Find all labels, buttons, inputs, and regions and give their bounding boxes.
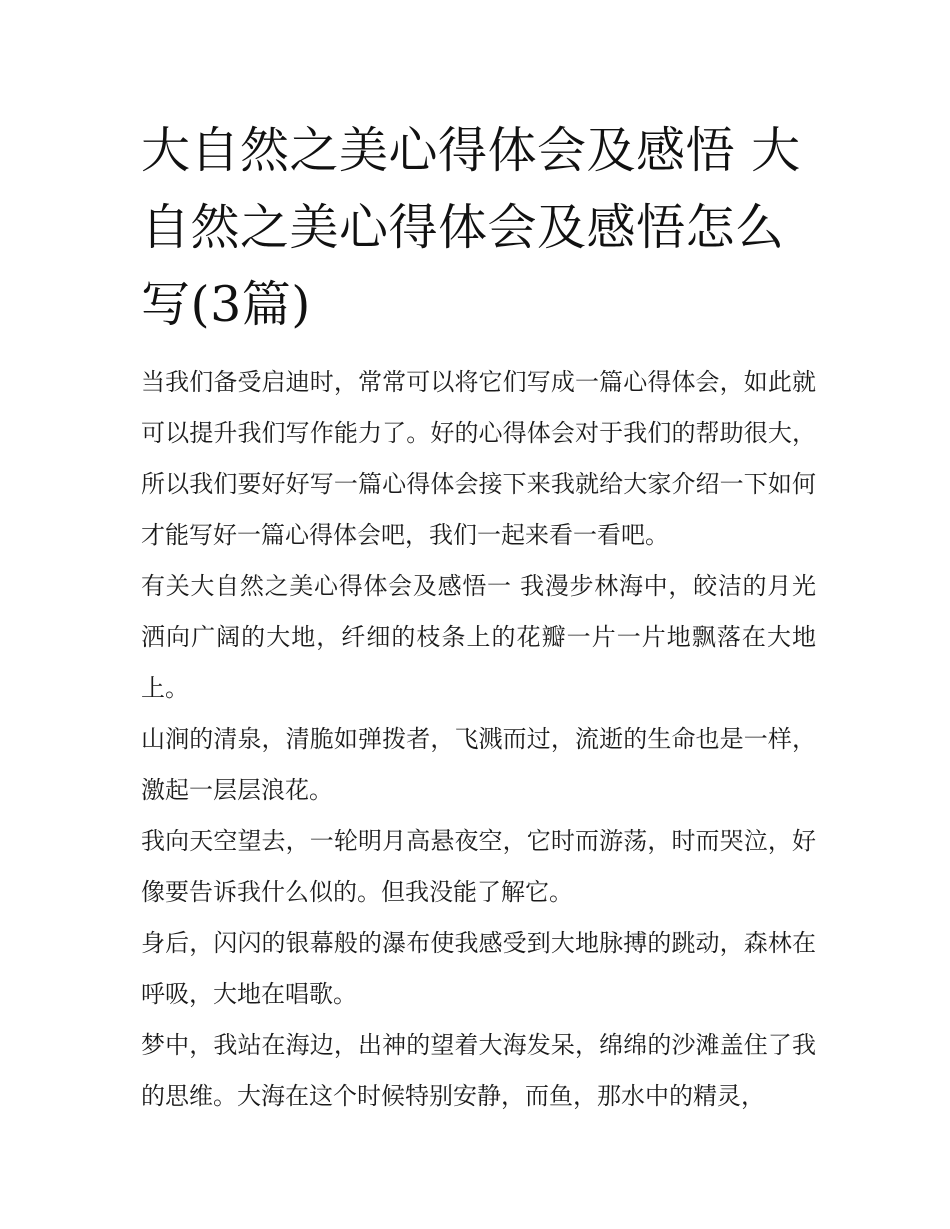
- paragraph-waterfall: 身后，闪闪的银幕般的瀑布使我感受到大地脉搏的跳动，森林在呼吸，大地在唱歌。: [141, 929, 816, 1008]
- paragraph-moon: 我向天空望去，一轮明月高悬夜空，它时而游荡，时而哭泣，好像要告诉我什么似的。但我没能了解它。: [141, 827, 816, 906]
- paragraph-seaside-dream: 梦中，我站在海边，出神的望着大海发呆，绵绵的沙滩盖住了我的思维。大海在这个时候特别安静，而鱼，那水中的精灵，: [141, 1031, 816, 1110]
- document-body: [141, 112, 816, 1122]
- paragraph-forest-walk: 有关大自然之美心得体会及感悟一 我漫步林海中，皎洁的月光洒向广阔的大地，纤细的枝条上的花瓣一片一片地飘落在大地上。: [141, 572, 816, 702]
- paragraph-intro: 当我们备受启迪时，常常可以将它们写成一篇心得体会，如此就可以提升我们写作能力了。好的心得体会对于我们的帮助很大，所以我们要好好写一篇心得体会接下来我就给大家介绍一下如何才能写好一篇心得体会吧，我们一起来看一看吧。: [141, 368, 816, 549]
- document-title: 大自然之美心得体会及感悟 大自然之美心得体会及感悟怎么写(3篇): [141, 122, 801, 333]
- paragraph-mountain-spring: 山涧的清泉，清脆如弹拨者，飞溅而过，流逝的生命也是一样，激起一层层浪花。: [141, 725, 816, 804]
